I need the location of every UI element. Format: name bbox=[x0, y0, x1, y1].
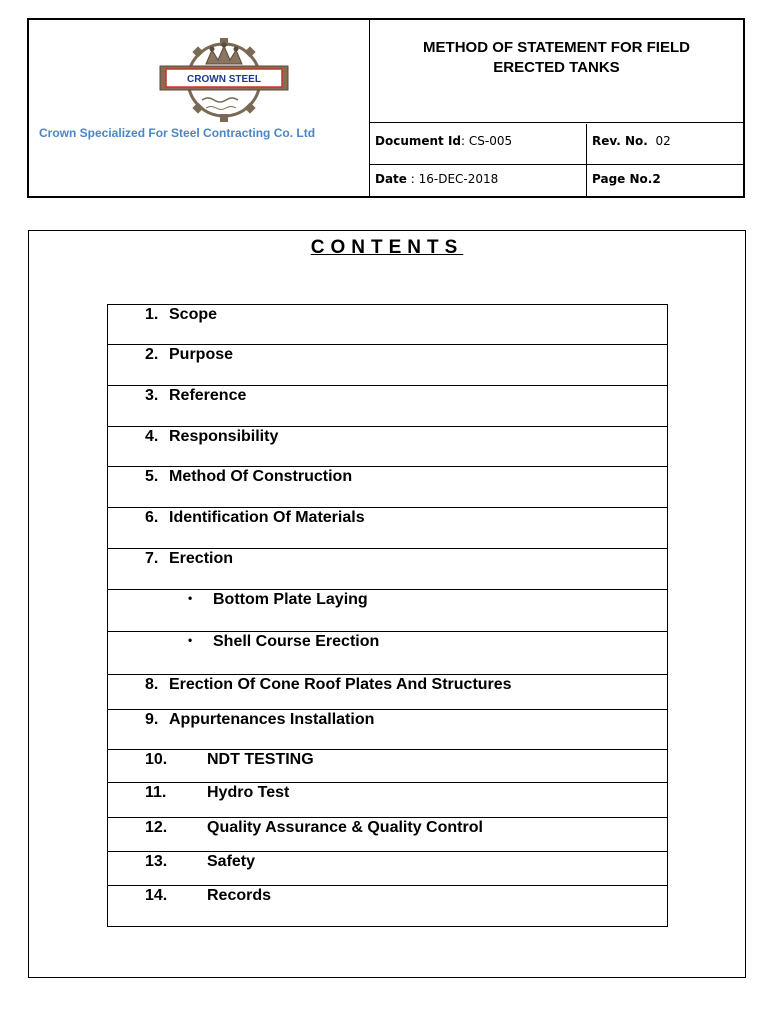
document-id-cell bbox=[370, 124, 587, 165]
toc-subrow: • Shell Course Erection bbox=[108, 632, 668, 675]
toc-row: 2. Purpose bbox=[108, 345, 668, 386]
logo-text: CROWN STEEL bbox=[187, 74, 261, 85]
toc-row: 14. Records bbox=[108, 886, 668, 927]
toc-row: 6. Identification Of Materials bbox=[108, 508, 668, 549]
bullet-icon: • bbox=[188, 633, 193, 647]
company-name: Crown Specialized For Steel Contracting Co. Ltd bbox=[39, 126, 316, 140]
toc-row: 11. Hydro Test bbox=[108, 783, 668, 818]
bullet-icon: • bbox=[188, 591, 193, 605]
revision-label: Rev. No. bbox=[592, 134, 648, 148]
date-value: : 16-DEC-2018 bbox=[410, 172, 499, 186]
contents-table bbox=[107, 304, 668, 927]
toc-row: 5. Method Of Construction bbox=[108, 467, 668, 508]
revision-cell bbox=[587, 124, 743, 165]
title-line-2: ERECTED TANKS bbox=[493, 59, 620, 76]
document-id-label: Document Id bbox=[375, 134, 462, 148]
contents-section bbox=[28, 230, 746, 978]
page-number-cell bbox=[587, 165, 743, 196]
company-cell bbox=[29, 20, 370, 196]
toc-row: 8. Erection Of Cone Roof Plates And Structures bbox=[108, 675, 668, 710]
toc-row: 12. Quality Assurance & Quality Control bbox=[108, 818, 668, 852]
toc-row: 4. Responsibility bbox=[108, 427, 668, 467]
page-number: Page No.2 bbox=[592, 172, 661, 186]
date-cell bbox=[370, 165, 587, 196]
toc-subrow: • Bottom Plate Laying bbox=[108, 590, 668, 632]
toc-row: 7. Erection bbox=[108, 549, 668, 590]
toc-row: 13. Safety bbox=[108, 852, 668, 886]
toc-row: 10. NDT TESTING bbox=[108, 750, 668, 783]
toc-row: 3. Reference bbox=[108, 386, 668, 427]
toc-row: 9. Appurtenances Installation bbox=[108, 710, 668, 750]
toc-row: 1. Scope bbox=[108, 305, 668, 345]
title-line-1: METHOD OF STATEMENT FOR FIELD bbox=[423, 39, 690, 56]
document-header bbox=[27, 18, 745, 198]
document-id-value: : CS-005 bbox=[461, 134, 513, 148]
contents-heading: CONTENTS bbox=[310, 237, 464, 258]
document-title bbox=[370, 20, 743, 123]
date-label: Date bbox=[375, 172, 407, 186]
revision-value: 02 bbox=[655, 134, 671, 148]
